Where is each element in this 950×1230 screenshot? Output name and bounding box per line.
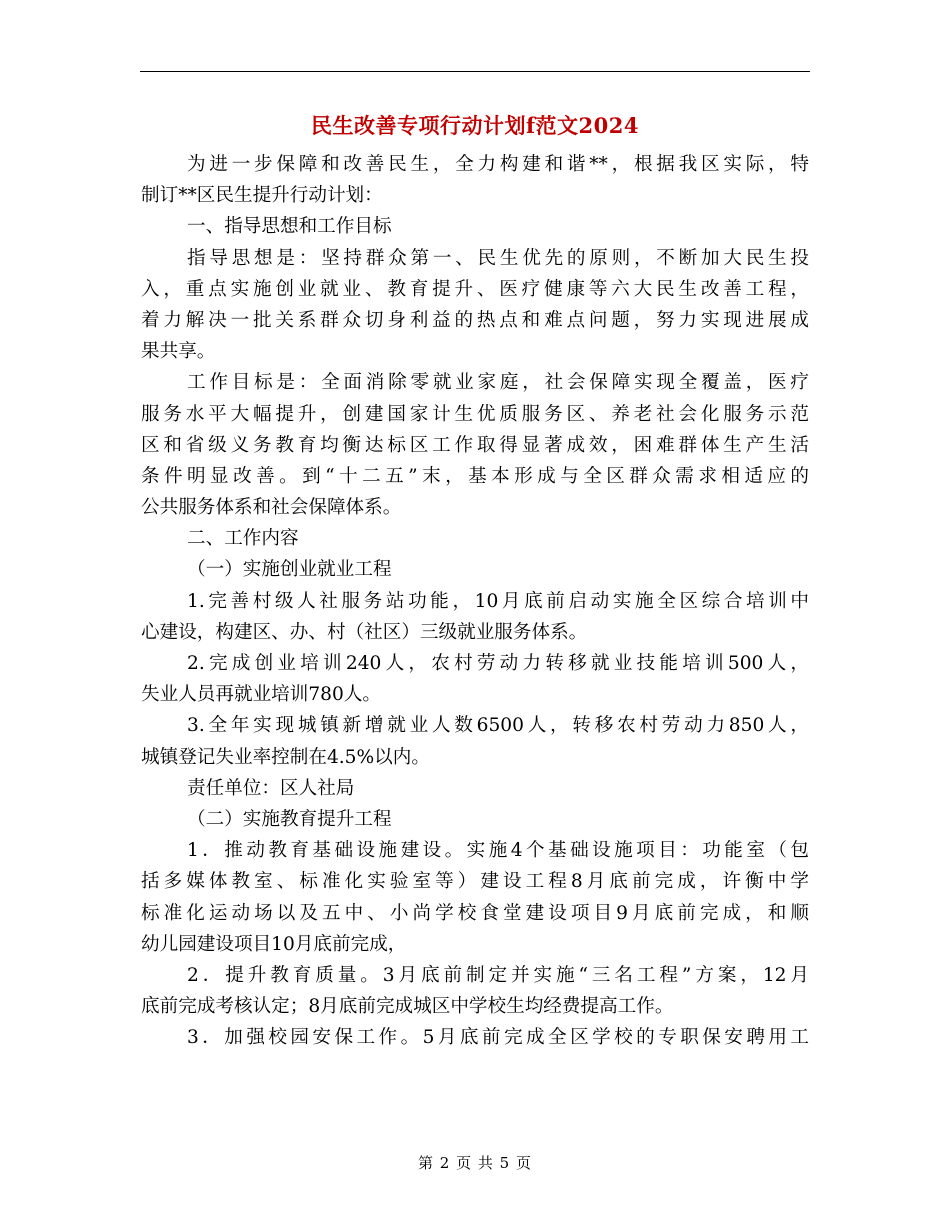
body-line: 1.完善村级人社服务站功能，10月底前启动实施全区综合培训中	[187, 590, 809, 612]
body-line: 一、指导思想和工作目标	[187, 216, 392, 238]
body-line: 失业人员再就业培训780人。	[141, 684, 382, 706]
header-rule	[140, 71, 810, 72]
body-line: 条件明显改善。到“十二五”末，基本形成与全区群众需求相适应的	[141, 465, 809, 487]
body-line: 城镇登记失业率控制在4.5%以内。	[141, 746, 430, 768]
body-line: 标准化运动场以及五中、小尚学校食堂建设项目9月底前完成，和顺	[141, 902, 809, 924]
body-line: 2．提升教育质量。3月底前制定并实施“三名工程”方案，12月	[187, 964, 809, 986]
document-title: 民生改善专项行动计划f范文2024	[311, 113, 639, 138]
body-line: （二）实施教育提升工程	[187, 808, 392, 830]
body-line: 二、工作内容	[187, 528, 299, 550]
body-line: 果共享。	[141, 341, 216, 363]
body-line: 心建设，构建区、办、村（社区）三级就业服务体系。	[141, 621, 588, 643]
body-line: 3．加强校园安保工作。5月底前完成全区学校的专职保安聘用工	[187, 1027, 809, 1049]
body-line: 3.全年实现城镇新增就业人数6500人，转移农村劳动力850人，	[187, 715, 809, 737]
body-line: 着力解决一批关系群众切身利益的热点和难点问题，努力实现进展成	[141, 309, 809, 331]
body-line: 幼儿园建设项目10月底前完成，	[141, 933, 407, 955]
body-line: 服务水平大幅提升，创建国家计生优质服务区、养老社会化服务示范	[141, 403, 809, 425]
body-line: 1．推动教育基础设施建设。实施4个基础设施项目：功能室（包	[187, 840, 809, 862]
body-line: 底前完成考核认定；8月底前完成城区中学校生均经费提高工作。	[141, 996, 674, 1018]
page-number: 第 2 页 共 5 页	[418, 1154, 532, 1172]
body-line: 入，重点实施创业就业、教育提升、医疗健康等六大民生改善工程，	[141, 278, 809, 300]
body-line: 指导思想是：坚持群众第一、民生优先的原则，不断加大民生投	[187, 247, 809, 269]
body-line: 公共服务体系和社会保障体系。	[141, 497, 402, 519]
body-line: 制订**区民生提升行动计划：	[141, 185, 383, 207]
document-body	[141, 149, 809, 1053]
body-line: 区和省级义务教育均衡达标区工作取得显著成效，困难群体生产生活	[141, 434, 809, 456]
body-line: 为进一步保障和改善民生，全力构建和谐**，根据我区实际，特	[187, 154, 809, 175]
body-line: 工作目标是：全面消除零就业家庭，社会保障实现全覆盖，医疗	[187, 372, 809, 394]
body-line: 2.完成创业培训240人，农村劳动力转移就业技能培训500人，	[187, 653, 809, 674]
body-line: 括多媒体教室、标准化实验室等）建设工程8月底前完成，许衡中学	[141, 871, 809, 893]
body-line: 责任单位：区人社局	[187, 777, 355, 799]
body-line: （一）实施创业就业工程	[187, 559, 392, 581]
